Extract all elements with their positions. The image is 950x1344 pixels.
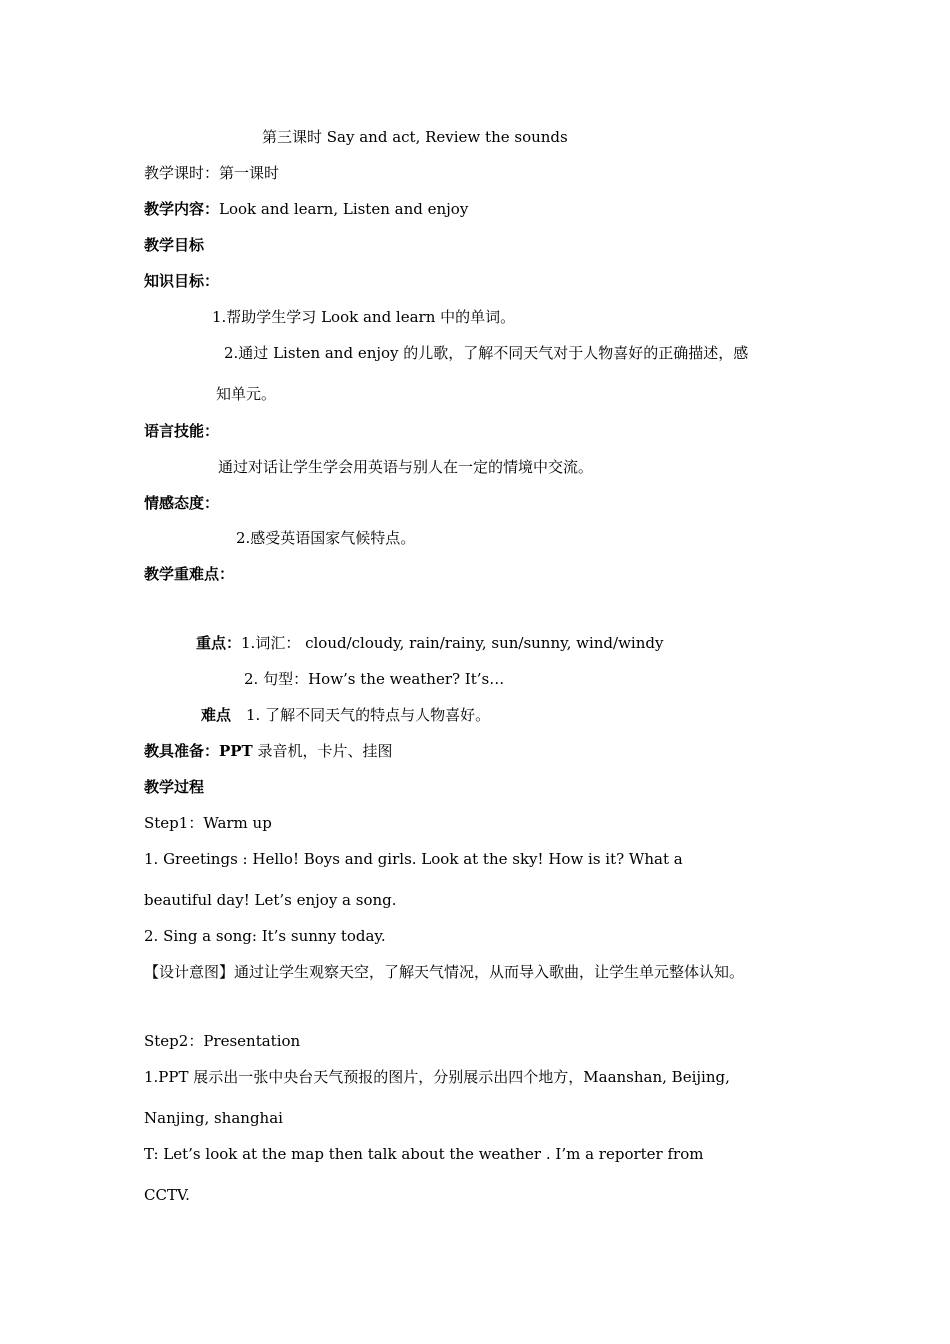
difficult-item: 1. 了解不同天气的特点与人物喜好。 bbox=[246, 706, 491, 724]
content-value: Look and learn, Listen and enjoy bbox=[219, 200, 469, 218]
tools-line bbox=[144, 741, 393, 761]
attitude-label: 情感态度： bbox=[144, 494, 220, 512]
key-item-2: 2. 句型：How’s the weather? It’s… bbox=[244, 670, 505, 688]
lesson-title: 第三课时 Say and act, Review the sounds bbox=[262, 128, 568, 146]
process-heading: 教学过程 bbox=[144, 778, 205, 796]
period-value: 第一课时 bbox=[219, 164, 280, 182]
keypoints-label: 教学重难点： bbox=[144, 565, 235, 583]
knowledge-item-2: 2.通过 Listen and enjoy 的儿歌，了解不同天气对于人物喜好的正确描述，感 bbox=[224, 344, 749, 362]
step2-line-1-cont: Nanjing, shanghai bbox=[144, 1109, 283, 1127]
tools-value: 录音机，卡片、挂图 bbox=[252, 742, 393, 760]
attitude-text: 2.感受英语国家气候特点。 bbox=[236, 529, 416, 547]
step1-line-1: 1. Greetings : Hello! Boys and girls. Look at the sky! How is it? What a bbox=[144, 850, 683, 868]
skills-text: 通过对话让学生学会用英语与别人在一定的情境中交流。 bbox=[218, 458, 594, 476]
period-label: 教学课时： bbox=[144, 164, 220, 182]
knowledge-label: 知识目标： bbox=[144, 272, 220, 290]
difficult-label: 难点 bbox=[201, 706, 232, 724]
step2-line-2: T: Let’s look at the map then talk about the weather . I’m a reporter from bbox=[144, 1145, 704, 1163]
tools-label: 教具准备：PPT bbox=[144, 742, 253, 760]
step1-line-1-cont: beautiful day! Let’s enjoy a song. bbox=[144, 891, 397, 909]
step2-heading: Step2：Presentation bbox=[144, 1032, 301, 1050]
knowledge-item-2-cont: 知单元。 bbox=[216, 385, 277, 403]
knowledge-item-1: 1.帮助学生学习 Look and learn 中的单词。 bbox=[212, 308, 516, 326]
difficult-line bbox=[201, 705, 490, 725]
step1-heading: Step1：Warm up bbox=[144, 814, 272, 832]
step2-line-2-cont: CCTV. bbox=[144, 1186, 190, 1204]
step2-line-1: 1.PPT 展示出一张中央台天气预报的图片，分别展示出四个地方，Maanshan, Beijing, bbox=[144, 1068, 730, 1086]
content-line bbox=[144, 199, 468, 219]
key-item-1: 1.词汇： cloud/cloudy, rain/rainy, sun/sunny, wind/windy bbox=[241, 634, 664, 652]
key-line-1 bbox=[196, 633, 663, 653]
period-line bbox=[144, 163, 279, 183]
content-label: 教学内容： bbox=[144, 200, 220, 218]
skills-label: 语言技能： bbox=[144, 422, 220, 440]
step1-line-2: 2. Sing a song: It’s sunny today. bbox=[144, 927, 386, 945]
design-intent: 【设计意图】通过让学生观察天空，了解天气情况，从而导入歌曲，让学生单元整体认知。 bbox=[144, 963, 745, 981]
key-label: 重点： bbox=[196, 634, 242, 652]
goals-heading: 教学目标 bbox=[144, 236, 205, 254]
